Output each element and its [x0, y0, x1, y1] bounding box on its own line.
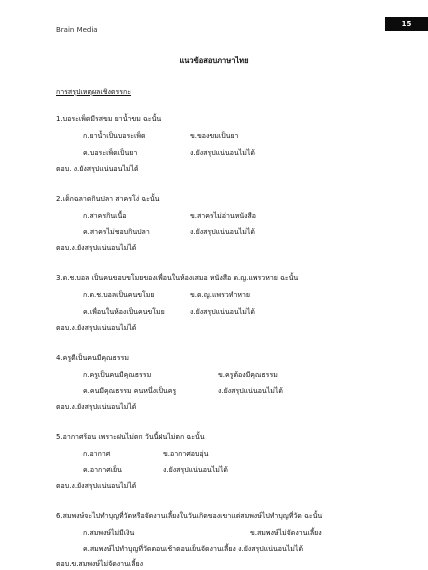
answer-text: ตอบ.ง.ยังสรุปแน่นอนไม่ได้ [56, 244, 137, 252]
question-text: 2.เด็กฉลาดกินปลา สาครโง่ ฉะนั้น [56, 195, 160, 203]
choice-c: ค.คนมีคุณธรรม คนหนึ่งเป็นครู [83, 387, 177, 395]
page-number-badge: 15 [385, 17, 428, 31]
choice-b: ข.ด.ญ.แพรวทำหาย [190, 291, 250, 299]
question-text: 3.ด.ช.บอล เป็นคนขอบขโมยของเพื่อนในห้องเสมอ หนังสือ ด.ญ.แพรวหาย ฉะนั้น [56, 274, 299, 282]
choice-d: ง.ยังสรุปแน่นอนไม่ได้ [218, 387, 283, 395]
choice-a: ก.ด.ช.บอลเป็นคนขโมย [83, 291, 155, 299]
choice-b: ข.สาครไม่อ่านหนังสือ [190, 212, 257, 220]
choice-d: ง.ยังสรุปแน่นอนไม่ได้ [190, 149, 255, 157]
question-text: 5.อากาศร้อน เพราะฝนไม่ตก วันนี้ฝนไม่ตก ฉะนั้น [56, 433, 205, 441]
choice-b: ข.สมพงษ์ไม่จัดงานเลี้ยง [250, 529, 322, 537]
answer-text: ตอบ.ง.ยังสรุปแน่นอนไม่ได้ [56, 482, 137, 490]
choice-a: ก.ยาน้ำเป็นบอระเพ็ด [83, 132, 146, 140]
answer-text: ตอบ. ง.ยังสรุปแน่นอนไม่ได้ [56, 165, 139, 173]
choice-b: ข.อากาศอบอุ่น [163, 450, 209, 458]
choice-c: ค.บอระเพ็ดเป็นยา [83, 149, 138, 157]
choice-a: ก.สมพงษ์ไม่มีเงิน [83, 529, 135, 537]
choice-d: ง.ยังสรุปแน่นอนไม่ได้ [190, 308, 255, 316]
choice-d: ง.ยังสรุปแน่นอนไม่ได้ [163, 466, 228, 474]
question-text: 4.ครูดีเป็นคนมีคุณธรรม [56, 354, 129, 362]
choice-c: ค.อากาศเย็น [83, 466, 122, 474]
choice-a: ก.สาครกินเนื้อ [83, 212, 127, 220]
question-text: 1.บอระเพ็ดมีรสขม ยาน้ำขม ฉะนั้น [56, 115, 162, 123]
answer-text: ตอบ.ง.ยังสรุปแน่นอนไม่ได้ [56, 324, 137, 332]
answer-text: ตอบ.ข.สมพงษ์ไม่จัดงานเลี้ยง [56, 560, 144, 568]
choice-b: ข.ครูต้องมีคุณธรรม [218, 371, 278, 379]
answer-text: ตอบ.ง.ยังสรุปแน่นอนไม่ได้ [56, 403, 137, 411]
choice-a: ก.อากาศ [83, 450, 111, 458]
document-title: แนวข้อสอบภาษาไทย [179, 56, 249, 65]
choice-b: ข.ของขมเป็นยา [190, 132, 239, 140]
brand-name: Brain Media [56, 26, 98, 34]
question-text: 6.สมพงษ์จะไปทำบุญที่วัดหรือจัดงานเลี้ยงในวันเกิดของเขาแต่สมพงษ์ไปทำบุญที่วัด ฉะนั้น [56, 512, 323, 520]
section-heading: การสรุปเหตุผลเชิงตรรกะ [56, 88, 131, 96]
choice-c-d: ค.สมพงษ์ไปทำบุญที่วัดตอนเช้าตอนเย็นจัดงานเลี้ยง ง.ยังสรุปแน่นอนไม่ได้ [83, 545, 303, 553]
choice-c: ค.สาครไม่ชอบกินปลา [83, 228, 150, 236]
choice-c: ค.เพื่อนในห้องเป็นคนขโมย [83, 308, 165, 316]
choice-d: ง.ยังสรุปแน่นอนไม่ได้ [190, 228, 255, 236]
choice-a: ก.ครูเป็นคนมีคุณธรรม [83, 371, 152, 379]
